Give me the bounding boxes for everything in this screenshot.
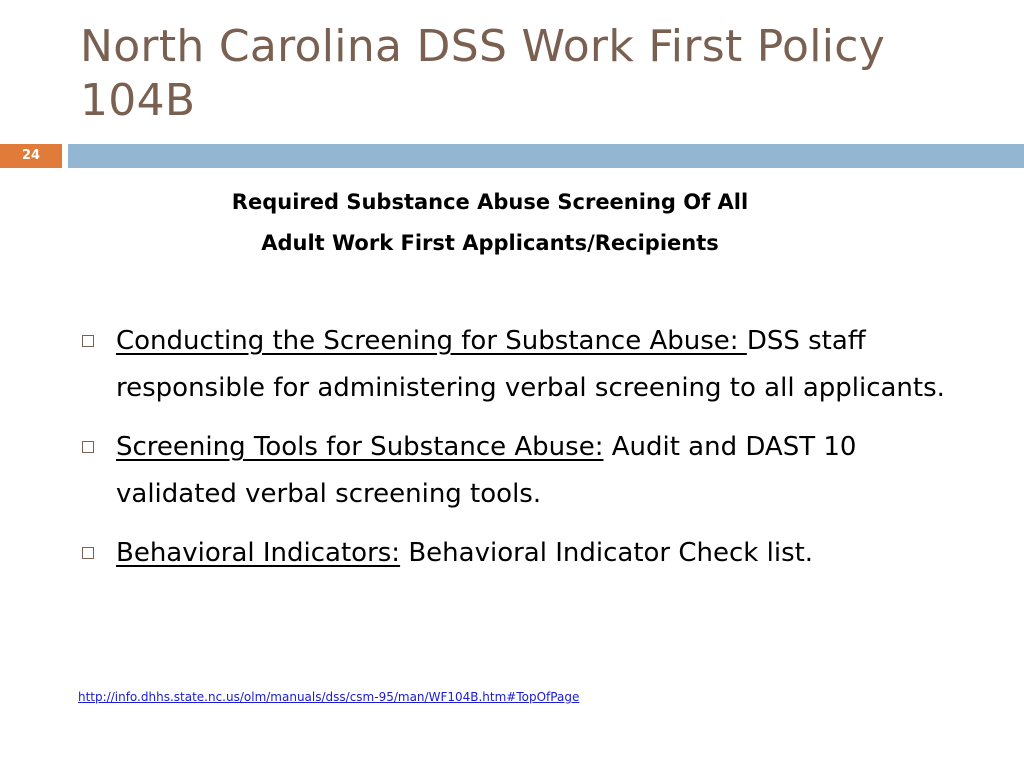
bullet-heading: Screening Tools for Substance Abuse: — [116, 432, 604, 462]
source-link[interactable]: http://info.dhhs.state.nc.us/olm/manuals/dss/csm-95/man/WF104B.htm#TopOfPage — [78, 690, 580, 704]
bullet-text: DSS staff responsible for administering verbal screening to all applicants. — [116, 326, 945, 403]
bullet-heading: Behavioral Indicators: — [116, 538, 401, 568]
slide-subtitle — [160, 182, 820, 264]
bullet-text: Audit and DAST 10 validated verbal screening tools. — [116, 432, 857, 509]
slide-number-badge — [0, 144, 62, 168]
list-item — [82, 424, 982, 518]
bullet-list — [82, 318, 982, 589]
list-item — [82, 530, 982, 577]
subtitle-line-2: Adult Work First Applicants/Recipients — [261, 231, 719, 255]
bullet-text: Behavioral Indicator Check list. — [400, 538, 814, 568]
list-item — [82, 318, 982, 412]
hollow-square-icon — [82, 441, 94, 453]
bullet-heading: Conducting the Screening for Substance Abuse: — [116, 326, 747, 356]
hollow-square-icon — [82, 335, 94, 347]
slide-title: North Carolina DSS Work First Policy 104B — [80, 21, 886, 126]
slide-number: 24 — [21, 148, 41, 163]
hollow-square-icon — [82, 547, 94, 559]
title-divider-bar — [68, 144, 1024, 168]
subtitle-line-1: Required Substance Abuse Screening Of All — [231, 190, 749, 214]
